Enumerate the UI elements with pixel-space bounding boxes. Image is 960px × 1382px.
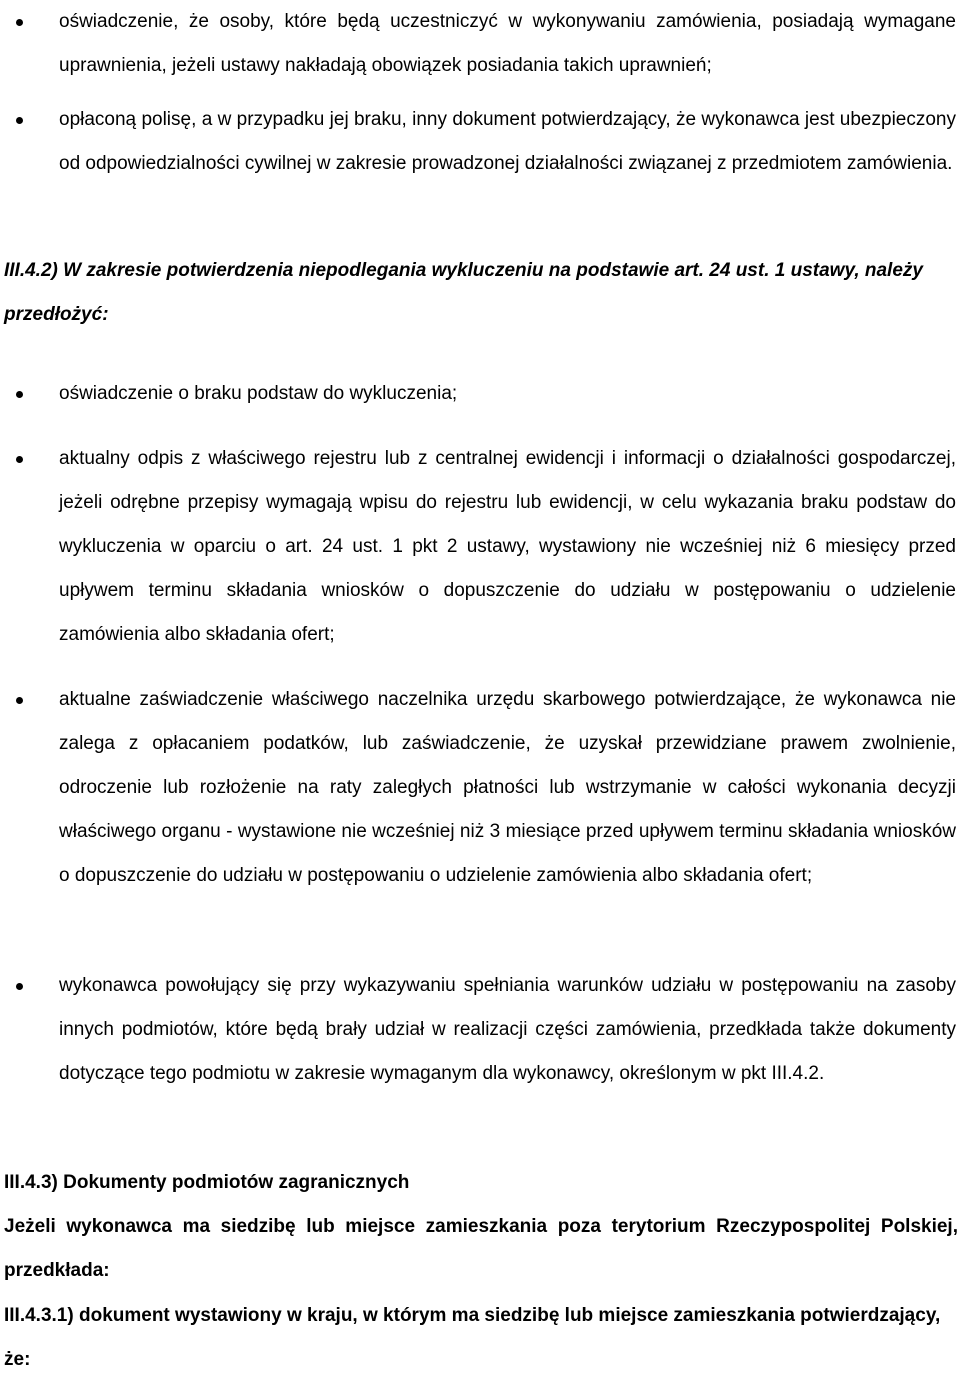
list-item xyxy=(0,437,958,657)
section-heading-iii-4-3-1: III.4.3.1) dokument wystawiony w kraju, w którym ma siedzibę lub miejsce zamieszkania potwierdzający, że: xyxy=(4,1305,941,1370)
list-item xyxy=(0,98,958,186)
bullet-icon xyxy=(16,391,23,398)
bullet-icon xyxy=(16,983,23,990)
list-item-text: wykonawca powołujący się przy wykazywaniu spełniania warunków udziału w postępowaniu na zasoby innych podmiotów, które będą brały udział w realizacji części zamówienia, przedkłada także dokumenty dotyczące tego podmiotu w zakresie wymaganym dla wykonawcy, określonym w pkt III.4.2. xyxy=(59,975,956,1084)
list-item-text: aktualny odpis z właściwego rejestru lub z centralnej ewidencji i informacji o działalności gospodarczej, jeżeli odrębne przepisy wymagają wpisu do rejestru lub ewidencji, w celu wykazania braku podstaw do wykluczenia w oparciu o art. 24 ust. 1 pkt 2 ustawy, wystawiony nie wcześniej niż 6 miesięcy przed upływem terminu składania wniosków o dopuszczenie do udziału w postępowaniu o udzielenie zamówienia albo składania ofert; xyxy=(59,448,956,645)
list-item-text: oświadczenie o braku podstaw do wykluczenia; xyxy=(59,383,458,404)
list-item-text: aktualne zaświadczenie właściwego naczelnika urzędu skarbowego potwierdzające, że wykonawca nie zalega z opłacaniem podatków, lub zaświadczenie, że uzyskał przewidziane prawem zwolnienie, odroczenie lub rozłożenie na raty zaległych płatności lub wstrzymanie w całości wykonania decyzji właściwego organu - wystawione nie wcześniej niż 3 miesiące przed upływem terminu składania wniosków o dopuszczenie do udziału w postępowaniu o udzielenie zamówienia albo składania ofert; xyxy=(59,689,956,886)
section2-bullet-list-3 xyxy=(0,678,958,898)
section-heading-iii-4-2: III.4.2) W zakresie potwierdzenia niepodlegania wykluczeniu na podstawie art. 24 ust. 1 ustawy, należy przedłożyć: xyxy=(4,260,923,325)
list-item xyxy=(0,0,958,88)
section2-bullet-list-4 xyxy=(0,964,958,1096)
bullet-icon xyxy=(16,697,23,704)
section1-bullet-list xyxy=(0,0,958,186)
list-item-text: oświadczenie, że osoby, które będą uczestniczyć w wykonywaniu zamówienia, posiadają wymagane uprawnienia, jeżeli ustawy nakładają obowiązek posiadania takich uprawnień; xyxy=(59,11,956,76)
list-item-text: opłaconą polisę, a w przypadku jej braku, inny dokument potwierdzający, że wykonawca jest ubezpieczony od odpowiedzialności cywilnej w zakresie prowadzonej działalności związanej z przedmiotem zamówienia. xyxy=(59,109,956,174)
section-heading-iii-4-3: III.4.3) Dokumenty podmiotów zagranicznych xyxy=(4,1172,410,1193)
bullet-icon xyxy=(16,117,23,124)
list-item xyxy=(0,372,958,416)
bullet-icon xyxy=(16,19,23,26)
list-item xyxy=(0,964,958,1096)
list-item xyxy=(0,678,958,898)
foreign-entities-intro: Jeżeli wykonawca ma siedzibę lub miejsce zamieszkania poza terytorium Rzeczypospolitej Polskiej, przedkłada: xyxy=(4,1216,958,1281)
bullet-icon xyxy=(16,456,23,463)
section2-bullet-list xyxy=(0,372,958,416)
section2-bullet-list-2 xyxy=(0,437,958,657)
